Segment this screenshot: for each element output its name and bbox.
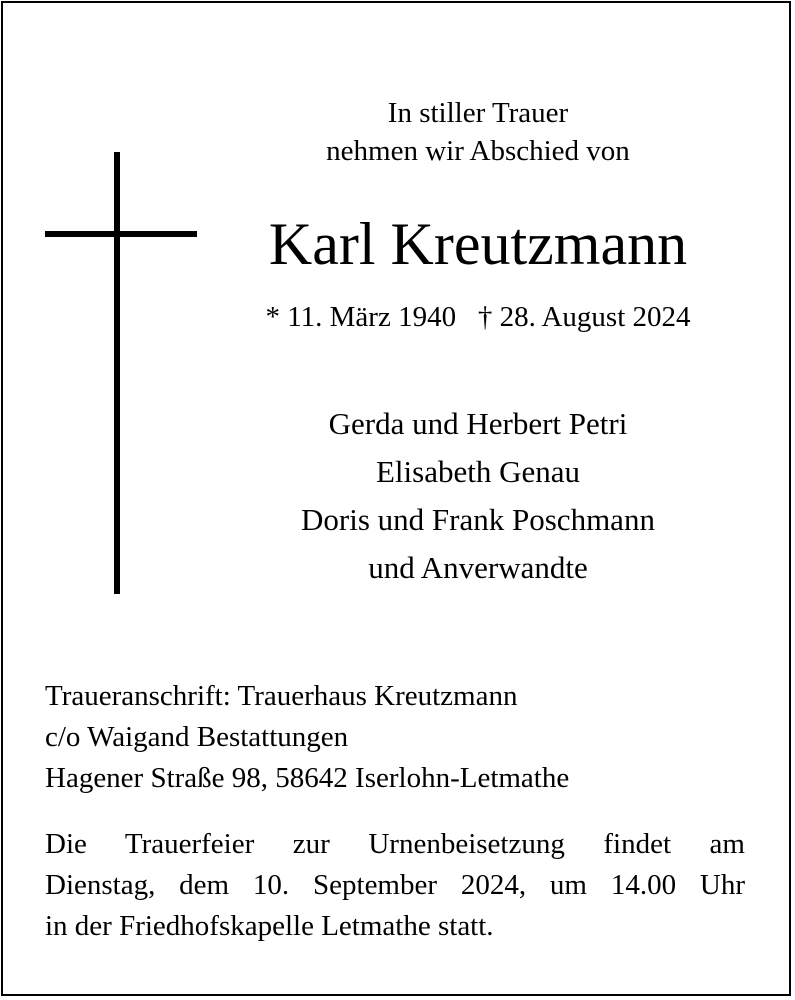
ceremony-line-2: Dienstag, dem 10. September 2024, um 14.00 Uhr <box>45 869 745 901</box>
mourning-address <box>45 676 755 799</box>
ceremony-line-1: Die Trauerfeier zur Urnenbeisetzung findet am <box>45 828 745 860</box>
intro-text <box>200 94 756 170</box>
address-line-1: Traueranschrift: Trauerhaus Kreutzmann <box>45 680 518 712</box>
intro-line-2: nehmen wir Abschied von <box>326 135 630 167</box>
deceased-name: Karl Kreutzmann <box>268 211 688 277</box>
address-line-3: Hagener Straße 98, 58642 Iserlohn-Letmathe <box>45 762 570 794</box>
life-dates <box>200 296 756 338</box>
death-date: † 28. August 2024 <box>477 301 691 333</box>
mourners-list <box>200 400 756 592</box>
mourner-2: Elisabeth Genau <box>375 454 580 489</box>
ceremony-notice <box>45 824 745 947</box>
ceremony-line-3: in der Friedhofskapelle Letmathe statt. <box>45 910 494 942</box>
mourner-1: Gerda und Herbert Petri <box>328 406 628 441</box>
intro-line-1: In stiller Trauer <box>387 97 569 129</box>
cross-horizontal-beam <box>45 231 197 237</box>
address-line-2: c/o Waigand Bestattungen <box>45 721 349 753</box>
mourner-3: Doris und Frank Poschmann <box>301 502 655 537</box>
mourner-4: und Anverwandte <box>368 550 588 585</box>
birth-date: * 11. März 1940 <box>265 301 457 333</box>
cross-vertical-beam <box>114 152 120 594</box>
